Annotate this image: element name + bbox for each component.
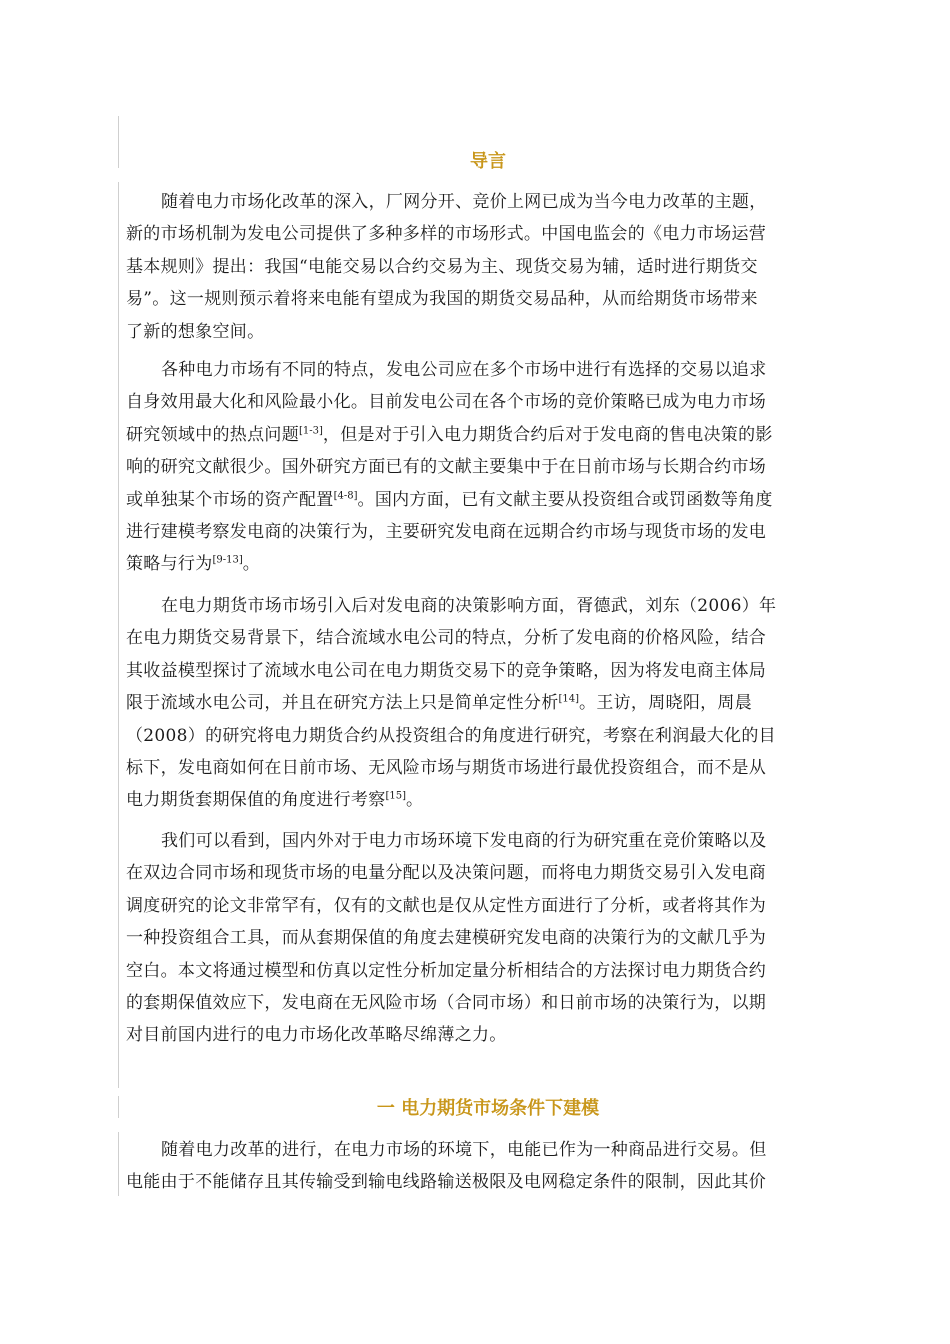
text-line: 自身效用最大化和风险最小化。目前发电公司在各个市场的竞价策略已成为电力市场 xyxy=(126,392,767,413)
text-line xyxy=(126,548,850,580)
paragraph-3 xyxy=(126,590,850,817)
text-line: 调度研究的论文非常罕有，仅有的文献也是仅从定性方面进行了分析，或者将其作为 xyxy=(126,895,767,916)
text-line: 在双边合同市场和现货市场的电量分配以及决策问题，而将电力期货交易引入发电商 xyxy=(126,863,767,884)
text-line: 在电力期货交易背景下，结合流域水电公司的特点，分析了发电商的价格风险，结合 xyxy=(126,628,767,649)
citation-ref[interactable]: [14] xyxy=(558,693,580,705)
text-line: 了新的想象空间。 xyxy=(126,321,265,342)
text-segment: 限于流域水电公司，并且在研究方法上只是简单定性分析 xyxy=(126,693,559,714)
text-segment: 。 xyxy=(406,790,424,811)
citation-ref[interactable]: [1-3] xyxy=(299,425,323,437)
text-line xyxy=(126,484,850,516)
text-line xyxy=(126,687,850,719)
margin-rule xyxy=(118,1132,119,1196)
text-line: 的套期保值效应下，发电商在无风险市场（合同市场）和日前市场的决策行为，以期 xyxy=(126,993,767,1014)
citation-ref[interactable]: [4-8] xyxy=(333,489,358,501)
text-line: 各种电力市场有不同的特点，发电公司应在多个市场中进行有选择的交易以追求 xyxy=(161,360,767,380)
citation-ref[interactable]: [9-13] xyxy=(212,554,243,566)
text-line: 在电力期货市场市场引入后对发电商的决策影响方面，胥德武，刘东（2006）年 xyxy=(161,596,777,616)
margin-rule xyxy=(118,182,119,1088)
text-line: 空白。本文将通过模型和仿真以定性分析加定量分析相结合的方法探讨电力期货合约 xyxy=(126,960,767,981)
citation-ref[interactable]: [15] xyxy=(385,790,407,802)
text-segment: 研究领域中的热点问题 xyxy=(126,424,299,445)
text-segment: 或单独某个市场的资产配置 xyxy=(126,489,334,510)
text-line: 其收益模型探讨了流域水电公司在电力期货交易下的竞争策略，因为将发电商主体局 xyxy=(126,660,767,681)
text-line: 随着电力改革的进行，在电力市场的环境下，电能已作为一种商品进行交易。但 xyxy=(161,1140,767,1160)
text-line: 电能由于不能储存且其传输受到输电线路输送极限及电网稳定条件的限制，因此其价 xyxy=(126,1172,767,1193)
text-line: 对目前国内进行的电力市场化改革略尽绵薄之力。 xyxy=(126,1025,507,1046)
paragraph-5 xyxy=(126,1134,850,1199)
text-line: 响的研究文献很少。国外研究方面已有的文献主要集中于在日前市场与长期合约市场 xyxy=(126,457,767,478)
text-segment: 。国内方面，已有文献主要从投资组合或罚函数等角度 xyxy=(357,489,773,510)
section-heading-one: 一 电力期货市场条件下建模 xyxy=(376,1098,600,1119)
text-segment: 。王访，周晓阳，周晨 xyxy=(579,693,753,714)
text-segment: 。 xyxy=(242,554,261,575)
text-line: 一种投资组合工具，而从套期保值的角度去建模研究发电商的决策行为的文献几乎为 xyxy=(126,928,767,949)
text-line: （2008）的研究将电力期货合约从投资组合的角度进行研究，考察在利润最大化的目 xyxy=(126,725,776,746)
section-heading-intro: 导言 xyxy=(470,151,506,172)
text-line: 我们可以看到，国内外对于电力市场环境下发电商的行为研究重在竞价策略以及 xyxy=(161,831,767,851)
paragraph-1 xyxy=(126,186,850,348)
text-segment: ，但是对于引入电力期货合约后对于发电商的售电决策的影 xyxy=(322,424,773,445)
text-line: 易”。这一规则预示着将来电能有望成为我国的期货交易品种，从而给期货市场带来 xyxy=(126,289,758,310)
paragraph-4 xyxy=(126,825,850,1052)
text-segment: 策略与行为 xyxy=(126,554,213,575)
text-line xyxy=(126,419,850,451)
text-line: 随着电力市场化改革的深入，厂网分开、竞价上网已成为当今电力改革的主题， xyxy=(161,192,767,212)
text-segment: 电力期货套期保值的角度进行考察 xyxy=(126,790,386,811)
text-line: 进行建模考察发电商的决策行为，主要研究发电商在远期合约市场与现货市场的发电 xyxy=(126,522,767,543)
text-line: 新的市场机制为发电公司提供了多种多样的市场形式。中国电监会的《电力市场运营 xyxy=(126,224,767,245)
text-line: 基本规则》提出：我国“电能交易以合约交易为主、现货交易为辅，适时进行期货交 xyxy=(126,256,758,277)
paragraph-2 xyxy=(126,354,850,581)
text-line: 标下，发电商如何在日前市场、无风险市场与期货市场进行最优投资组合，而不是从 xyxy=(126,758,767,779)
text-line xyxy=(126,784,850,816)
